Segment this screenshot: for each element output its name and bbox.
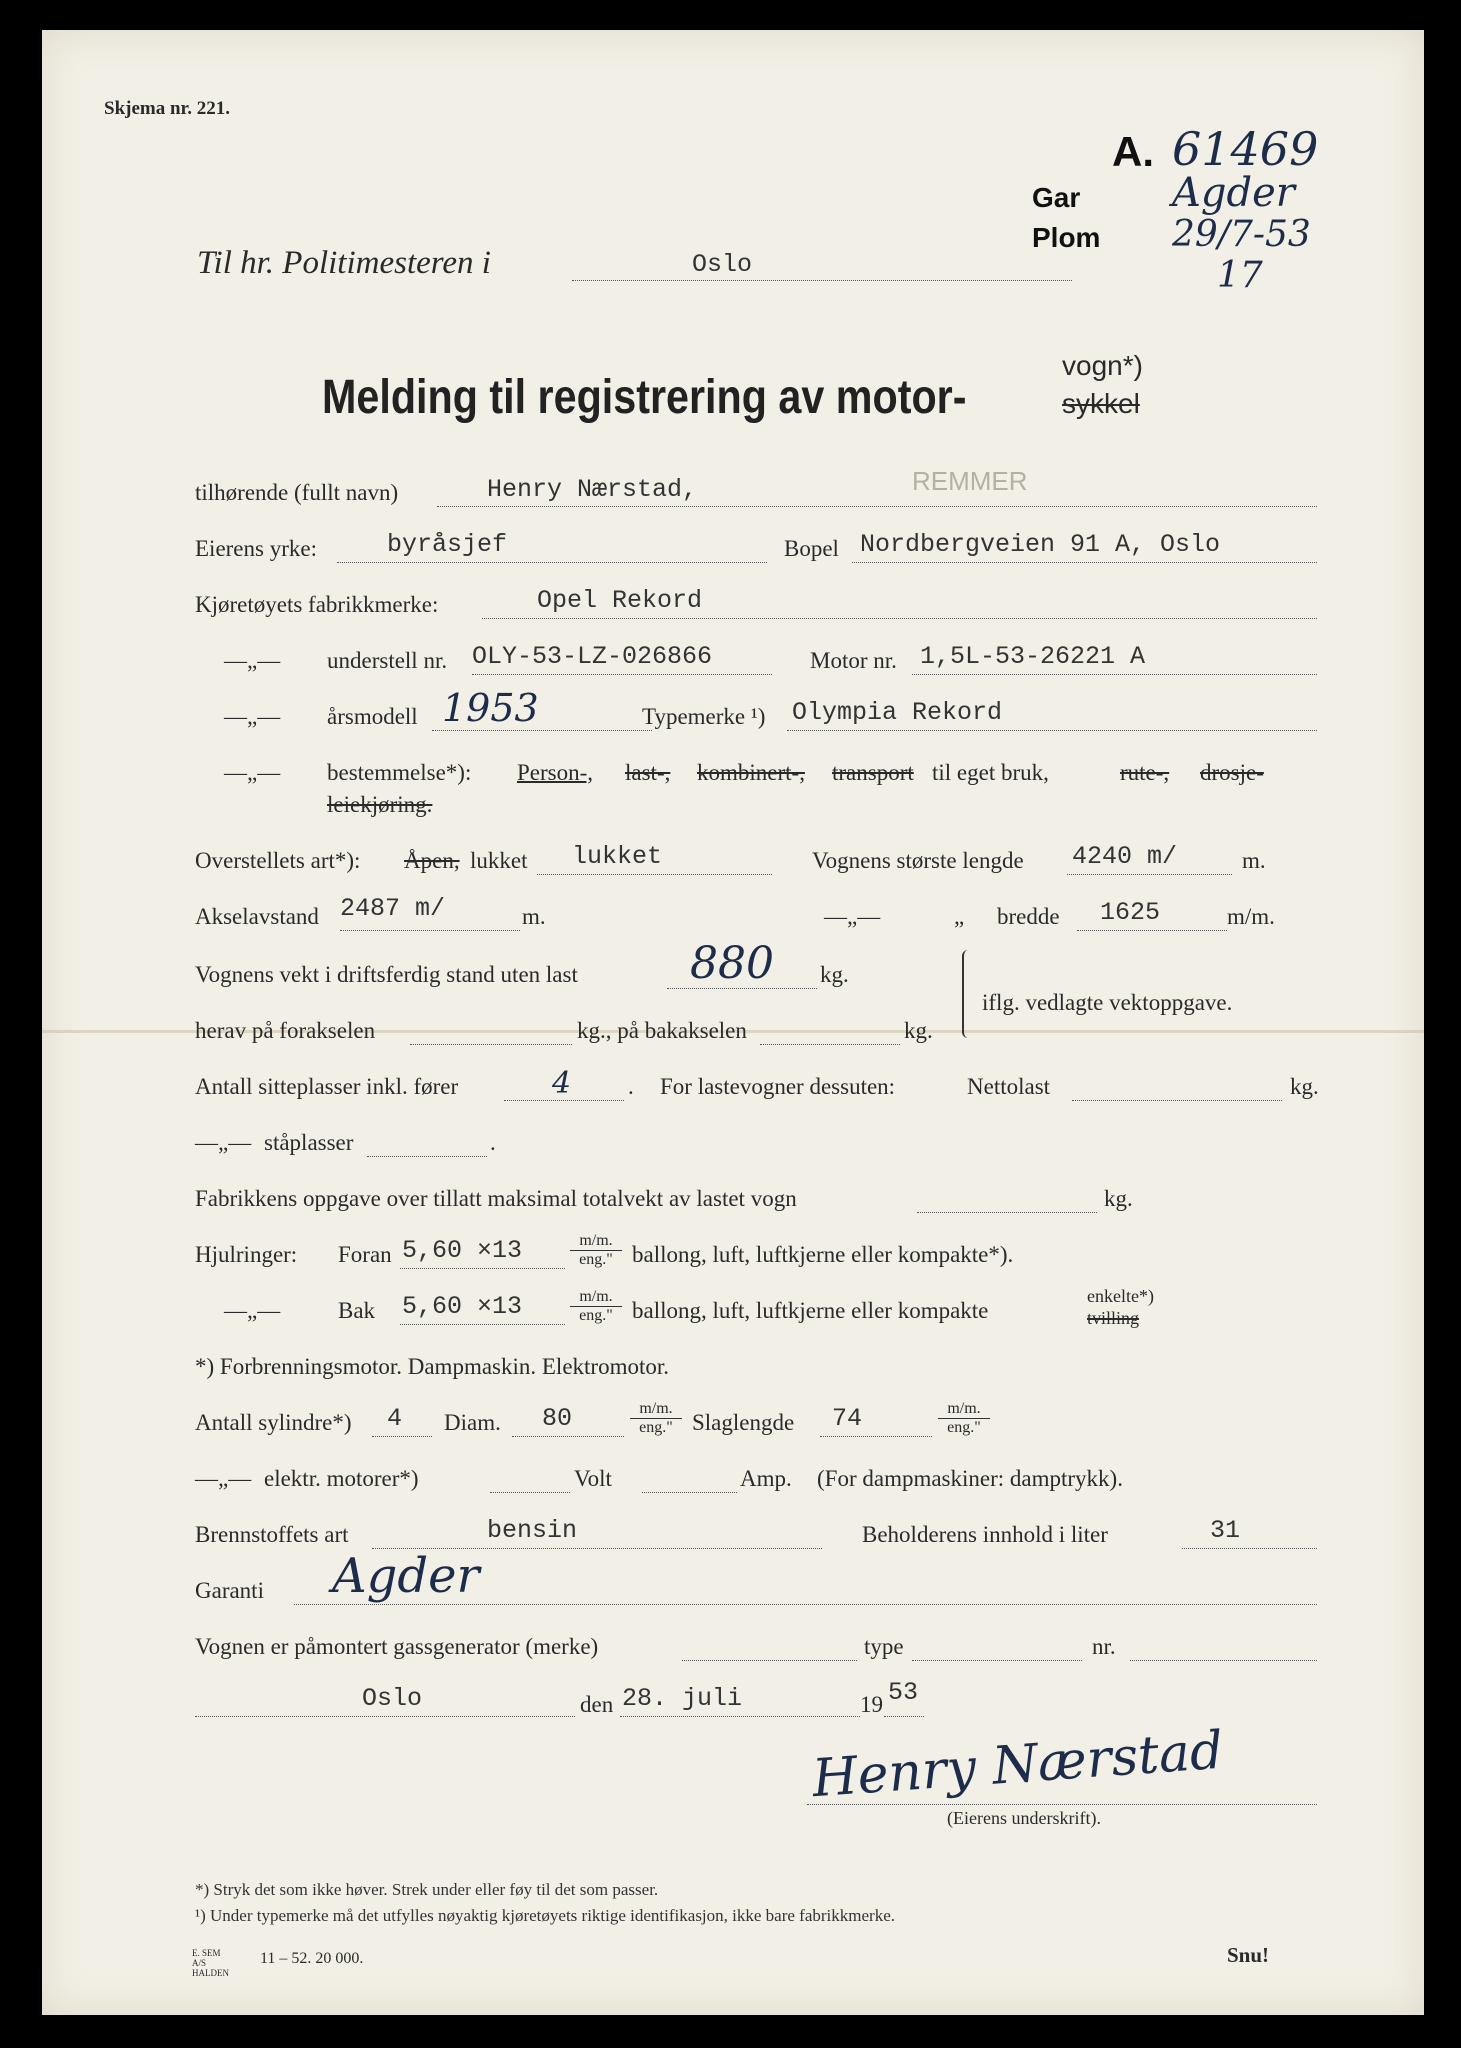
length-unit: m. — [1242, 848, 1266, 873]
electric-label: elektr. motorer*) — [264, 1466, 419, 1491]
year-line — [432, 730, 652, 731]
chassis-value: OLY-53-LZ-026866 — [472, 642, 713, 671]
make-label: Kjøretøyets fabrikkmerke: — [195, 592, 439, 617]
purpose-leie: leiekjøring. — [327, 792, 433, 817]
make-value: Opel Rekord — [537, 586, 703, 615]
seats-label: Antall sitteplasser inkl. fører — [195, 1074, 459, 1099]
motor-line — [912, 674, 1317, 675]
type-label: Typemerke ¹) — [642, 704, 766, 729]
truck-label: For lastevogner dessuten: — [660, 1074, 896, 1099]
weight-label: Vognens vekt i driftsferdig stand uten last — [195, 962, 578, 987]
front-tyre-line — [400, 1268, 565, 1269]
garanti-line — [294, 1604, 1317, 1605]
motor-value: 1,5L-53-26221 A — [920, 642, 1146, 671]
seats-value: 4 — [552, 1066, 572, 1101]
axle-value: 2487 m/ — [340, 894, 446, 923]
rear-tyre-line — [400, 1324, 565, 1325]
ghost-stamp-text: REMMER — [912, 466, 1028, 496]
chassis-label: understell nr. — [327, 648, 448, 673]
width-label: bredde — [997, 904, 1060, 929]
rear-enkelte: enkelte*) — [1087, 1286, 1154, 1306]
length-line — [1067, 874, 1232, 875]
body-label: Overstellets art*): — [195, 848, 361, 873]
diameter-value: 80 — [542, 1404, 573, 1433]
owner-signature: Henry Nærstad — [810, 1720, 1226, 1810]
file-number-prefix: A. — [1112, 128, 1154, 175]
body-value: lukket — [572, 842, 663, 871]
weight-note: iflg. vedlagte vektoppgave. — [982, 990, 1233, 1015]
length-label: Vognens største lengde — [812, 848, 1024, 873]
title-option-sykkel: sykkel — [1062, 388, 1140, 419]
printer-code: 11 – 52. 20 000. — [260, 1950, 364, 1967]
fuel-label: Brennstoffets art — [195, 1522, 349, 1547]
rear-tvilling: tvilling — [1087, 1308, 1140, 1328]
body-line — [537, 874, 772, 875]
weight-brace — [962, 950, 974, 1038]
body-lukket: lukket — [470, 848, 528, 873]
signature-label: (Eierens underskrift). — [947, 1808, 1101, 1828]
title-option-vogn: vogn*) — [1062, 350, 1143, 381]
netload-line — [1072, 1100, 1282, 1101]
axle-line — [340, 930, 520, 931]
rear-unit-bottom: eng." — [579, 1307, 613, 1324]
rear-unit-top: m/m. — [570, 1288, 622, 1307]
stroke-unit-top: m/m. — [938, 1400, 990, 1419]
stroke-unit — [938, 1400, 990, 1437]
rear-tyre-unit — [570, 1288, 622, 1325]
length-value: 4240 m/ — [1072, 842, 1178, 871]
standing-label: ståplasser — [264, 1130, 354, 1155]
axle-unit: m. — [522, 904, 546, 929]
gas-nr-label: nr. — [1092, 1634, 1116, 1659]
year-suffix: 53 — [888, 1678, 919, 1707]
purpose-own-use: til eget bruk, — [932, 760, 1049, 785]
fuel-value: bensin — [487, 1516, 578, 1545]
ditto-electric: —„— — [195, 1466, 252, 1491]
purpose-rute: rute-, — [1120, 760, 1170, 785]
address-value: Nordbergveien 91 A, Oslo — [860, 530, 1221, 559]
occupation-label: Eierens yrke: — [195, 536, 317, 561]
signature-line — [807, 1804, 1317, 1805]
purpose-transport: transport — [832, 760, 914, 785]
title-main: Melding til registrering av motor- — [322, 371, 967, 424]
ditto-purpose: —„— — [224, 760, 281, 785]
axle-label: Akselavstand — [195, 904, 319, 929]
year-prefix: 19 — [860, 1692, 883, 1717]
file-number-value: 61469 — [1172, 122, 1319, 176]
place-line — [195, 1716, 575, 1717]
plomb-stamp-value: 29/7-53 — [1172, 214, 1311, 255]
purpose-person: Person-, — [517, 760, 594, 785]
date-label: den — [580, 1692, 614, 1717]
front-tyre-tail: ballong, luft, luftkjerne eller kompakte*). — [632, 1242, 1014, 1267]
volt-label: Volt — [574, 1466, 612, 1491]
front-axle-label: herav på forakselen — [195, 1018, 376, 1043]
maxweight-unit: kg. — [1104, 1186, 1133, 1211]
rear-tyre-value: 5,60 ×13 — [402, 1292, 523, 1321]
weight-unit: kg. — [820, 962, 849, 987]
body-apen: Åpen, — [404, 848, 460, 873]
amp-label: Amp. — [740, 1466, 792, 1491]
ditto-standing: —„— — [195, 1130, 252, 1155]
front-axle-line — [410, 1044, 572, 1045]
tank-value: 31 — [1210, 1516, 1241, 1545]
printer-name: E. SEM A/S HALDEN — [192, 1948, 229, 1978]
garanti-stamp-value: Agder — [1172, 170, 1295, 216]
garanti-value: Agder — [332, 1548, 480, 1604]
cylinders-label: Antall sylindre*) — [195, 1410, 352, 1435]
front-tyre-label: Foran — [338, 1242, 392, 1267]
ditto-width: —„— — [824, 904, 881, 929]
date-year-line — [884, 1716, 924, 1717]
electric-line — [490, 1492, 570, 1493]
diam-unit-bottom: eng." — [639, 1419, 673, 1436]
type-line — [787, 730, 1317, 731]
diam-unit-top: m/m. — [630, 1400, 682, 1419]
width-unit: m/m. — [1227, 904, 1275, 929]
front-tyre-value: 5,60 ×13 — [402, 1236, 523, 1265]
standing-end: . — [490, 1130, 496, 1155]
stroke-unit-bottom: eng." — [947, 1419, 981, 1436]
netload-unit: kg. — [1290, 1074, 1319, 1099]
rear-axle-unit: kg. — [904, 1018, 933, 1043]
date-line — [620, 1716, 860, 1717]
addressee-line — [572, 280, 1072, 281]
footnote-star: *) Stryk det som ikke høver. Strek under eller føy til det som passer. — [195, 1880, 659, 1899]
ditto-year: —„— — [224, 704, 281, 729]
standing-line — [367, 1156, 487, 1157]
garanti-stamp-label: Gar — [1032, 182, 1081, 213]
occupation-line — [337, 562, 767, 563]
engine-types: *) Forbrenningsmotor. Dampmaskin. Elektromotor. — [195, 1354, 670, 1379]
form-number: Skjema nr. 221. — [104, 98, 230, 119]
front-axle-unit: kg., på bakakselen — [577, 1018, 747, 1043]
place-value: Oslo — [362, 1684, 423, 1713]
purpose-last: last-, — [625, 760, 671, 785]
gas-nr-line — [1130, 1660, 1317, 1661]
cylinders-value: 4 — [387, 1404, 403, 1433]
rear-tyre-label: Bak — [338, 1298, 376, 1323]
stroke-value: 74 — [832, 1404, 863, 1433]
type-value: Olympia Rekord — [792, 698, 1003, 727]
turn-over-note: Snu! — [1227, 1943, 1270, 1967]
steam-label: (For dampmaskiner: damptrykk). — [817, 1466, 1123, 1491]
tyres-label: Hjulringer: — [195, 1242, 298, 1267]
diameter-line — [512, 1436, 624, 1437]
diameter-label: Diam. — [444, 1410, 501, 1435]
addressee-value: Oslo — [692, 250, 753, 279]
tank-label: Beholderens innhold i liter — [862, 1522, 1108, 1547]
plomb-stamp-label: Plom — [1032, 222, 1101, 253]
diameter-unit — [630, 1400, 682, 1437]
tank-line — [1182, 1548, 1317, 1549]
owner-value: Henry Nærstad, — [487, 475, 698, 504]
cylinders-line — [372, 1436, 432, 1437]
netload-label: Nettolast — [967, 1074, 1051, 1099]
width-value: 1625 — [1100, 898, 1161, 927]
rear-axle-line — [760, 1044, 900, 1045]
purpose-drosje: drosje- — [1200, 760, 1264, 785]
owner-line — [437, 506, 1317, 507]
date-value: 28. juli — [622, 1684, 743, 1713]
front-unit-top: m/m. — [570, 1232, 622, 1251]
purpose-kombinert: kombinert-, — [697, 760, 805, 785]
occupation-value: byråsjef — [387, 530, 508, 559]
chassis-line — [472, 674, 772, 675]
gas-generator-line — [682, 1660, 857, 1661]
width-quote: „ — [954, 904, 965, 929]
maxweight-label: Fabrikkens oppgave over tillatt maksimal totalvekt av lastet vogn — [195, 1186, 797, 1211]
gas-generator-label: Vognen er påmontert gassgenerator (merke) — [195, 1634, 599, 1659]
gas-type-label: type — [864, 1634, 904, 1659]
garanti-label: Garanti — [195, 1578, 264, 1603]
make-line — [482, 618, 1317, 619]
footnote-one: ¹) Under typemerke må det utfylles nøyaktig kjøretøyets riktige identifikasjon, ikke bare fabrikkmerke. — [195, 1906, 895, 1925]
purpose-label: bestemmelse*): — [327, 760, 472, 785]
width-line — [1077, 930, 1227, 931]
address-line — [852, 562, 1317, 563]
maxweight-line — [917, 1212, 1097, 1213]
year-label: årsmodell — [327, 704, 418, 729]
front-unit-bottom: eng." — [579, 1251, 613, 1268]
owner-label: tilhørende (fullt navn) — [195, 480, 399, 505]
volt-line — [642, 1492, 737, 1493]
year-value: 1953 — [442, 686, 539, 730]
weight-value: 880 — [690, 938, 774, 989]
registration-form-sheet — [42, 30, 1424, 2015]
front-tyre-unit — [570, 1232, 622, 1269]
addressee-label: Til hr. Politimesteren i — [197, 245, 491, 281]
address-label: Bopel — [784, 536, 839, 561]
rear-tyre-tail: ballong, luft, luftkjerne eller kompakte — [632, 1298, 989, 1323]
motor-label: Motor nr. — [810, 648, 897, 673]
plomb-extra-value: 17 — [1217, 255, 1263, 296]
form-title — [322, 370, 967, 425]
seats-end: . — [628, 1074, 634, 1099]
ditto-chassis: —„— — [224, 648, 281, 673]
gas-type-line — [912, 1660, 1082, 1661]
stroke-line — [820, 1436, 932, 1437]
ditto-rear-tyre: —„— — [224, 1298, 281, 1323]
stroke-label: Slaglengde — [692, 1410, 795, 1435]
